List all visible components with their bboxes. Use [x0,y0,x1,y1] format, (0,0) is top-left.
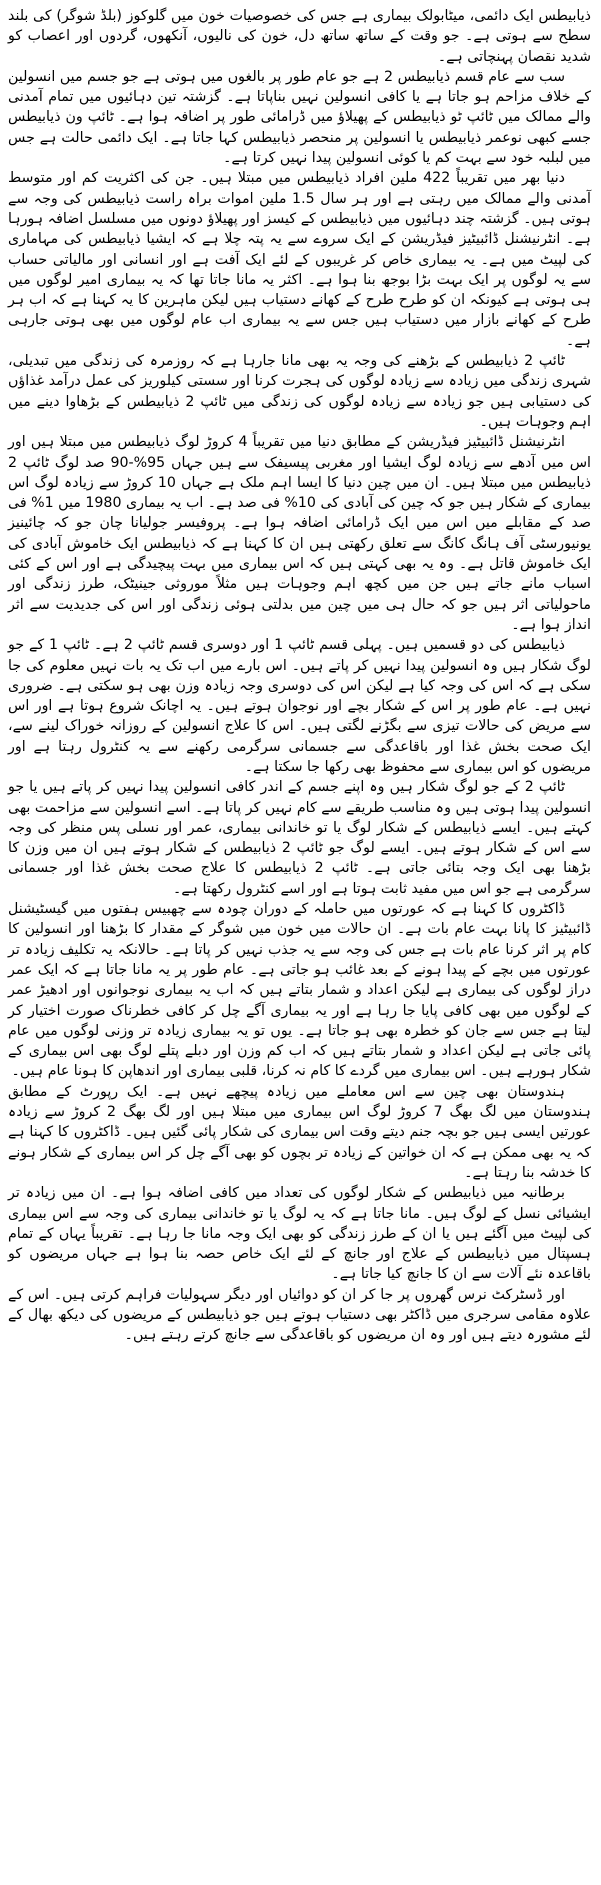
paragraph: انٹرنیشنل ڈائبیٹیز فیڈریشن کے مطابق دنیا میں تقریباً 4 کروڑ لوگ ذیابیطس میں مبتلا ہیں اور اس میں آدھے سے زیادہ لوگ ایشیا اور مغربی پیسیفک سے ہیں جہاں 95%-90 صد لوگ ٹائپ 2 ذیابیطس میں مبتلا ہیں۔ ان میں چین دنیا کا ایسا اہم ملک ہے جہاں 10 کروڑ سے زیادہ لوگ اس بیماری کے شکار ہیں جو کہ چین کی آبادی کی 10% فی صد ہے۔ اب یہ بیماری 1980 میں 1% فی صد کے مقابلے میں اس میں ایک ڈرامائی اضافہ ہوا ہے۔ پروفیسر جولیانا چان جو کہ چائینیز یونیورسٹی آف ہانگ کانگ سے تعلق رکھتی ہیں ان کا کہنا ہے کہ ذیابیطس ایک خاموش آبادی کی ایک خاموش قاتل ہے۔ وہ یہ بھی کہتی ہیں کہ اس بیماری میں بہت پیچیدگی ہے اور اس کے کئی اسباب مانے جاتے ہیں جن میں کچھ اہم وجوہات ہیں مثلاً موروثی جینیٹک، طرز زندگی اور ماحولیاتی اثر ہیں جو کہ حال ہی میں چین میں بدلتی ہوئی زندگی اور اس کی جدیدیت سے اثر انداز ہوا ہے۔ [8,434,591,633]
paragraph: سب سے عام قسم ذیابیطس 2 ہے جو عام طور پر بالغوں میں ہوتی ہے جو جسم میں انسولین کے خلاف مزاحم ہو جاتا ہے یا کافی انسولین نہیں بناپاتا ہے۔ گزشتہ تین دہائیوں میں تمام آمدنی والے ممالک میں ٹائپ ٹو ذیابیطس کے پھیلاؤ میں ڈرامائی طور پر اضافہ ہوا ہے۔ ٹائپ ون ذیابیطس جسے کبھی نوعمر ذیابیطس یا انسولین پر منحصر ذیابیطس کہا جاتا ہے۔ ایک دائمی حالت ہے جس میں لبلبہ خود سے بہت کم یا کوئی انسولین پیدا نہیں کرتا ہے۔ [8,68,591,167]
paragraph: دنیا بھر میں تقریباً 422 ملین افراد ذیابیطس میں مبتلا ہیں۔ جن کی اکثریت کم اور متوسط آمدنی والے ممالک میں رہتی ہے اور ہر سال 1.5 ملین اموات براہ راست ذیابیطس کی وجہ سے ہوتی ہیں۔ گزشتہ چند دہائیوں میں ذیابیطس کے کیسز اور پھیلاؤ دونوں میں مسلسل اضافہ ہورہا ہے۔ انٹرنیشنل ڈائبیٹیز فیڈریشن کے ایک سروے سے یہ پتہ چلا ہے کہ ایشیا ذیابیطس کی مہاماری کی لپیٹ میں ہے۔ یہ بیماری خاص کر غریبوں کے لئے ایک آفت ہے اور انسانی اور مالیاتی حساب سے یہ لوگوں پر ایک بہت بڑا بوجھ بنا ہوا ہے۔ اکثر یہ مانا جاتا تھا کہ یہ بیماری امیر لوگوں میں ہی ہوتی ہے کیونکہ ان کو طرح طرح کے کھانے دستیاب ہیں لیکن ماہرین کا یہ کہنا ہے کہ اب ہر طرح کے کھانے بازار میں دستیاب ہیں جس سے یہ بیماری اب عام لوگوں میں بھی ہوتی جارہی ہے۔ [8,170,592,349]
paragraph: ذیابیطس ایک دائمی، میٹابولک بیماری ہے جس کی خصوصیات خون میں گلوکوز (بلڈ شوگر) کی بلند سطح سے ہوتی ہے۔ جو وقت کے ساتھ ساتھ دل، خون کی نالیوں، آنکھوں، گردوں اور اعصاب کو شدید نقصان پہنچاتی ہے۔ [8,8,591,65]
paragraph: ٹائپ 2 کے جو لوگ شکار ہیں وہ اپنے جسم کے اندر کافی انسولین پیدا نہیں کر پاتے ہیں یا جو انسولین پیدا ہوتی ہیں وہ مناسب طریقے سے کام نہیں کر پاتا ہے۔ اسے انسولین سے مزاحمت بھی کہتے ہیں۔ ایسے ذیابیطس کے شکار لوگ یا تو خاندانی بیماری، عمر اور نسلی پس منظر کی وجہ سے اس کے شکار ہوتے ہیں۔ ایسے لوگ جو ٹائپ 2 ذیابیطس کے شکار ہوتے ہیں ان میں وزن کا بڑھنا بھی ایک وجہ بتائی جاتی ہے۔ ٹائپ 2 ذیابیطس کا علاج صحت بخش غذا اور جسمانی سرگرمی ہے جو اس میں مفید ثابت ہوتا ہے اور اسے کنٹرول رکھتا ہے۔ [8,779,591,897]
paragraph: ہندوستان بھی چین سے اس معاملے میں زیادہ پیچھے نہیں ہے۔ ایک رپورٹ کے مطابق ہندوستان میں لگ بھگ 7 کروڑ لوگ اس بیماری میں مبتلا ہیں اور لگ بھگ 2 کروڑ سے زیادہ عورتیں ایسی ہیں جو بچہ جنم دیتے وقت اس بیماری کی شکار پائی گئیں ہیں۔ ڈاکٹروں کا کہنا ہے کہ یہ بھی ممکن ہے کہ ان خواتین کے زیادہ تر بچوں کو بھی آگے چل کر اس بیماری کے شکار ہونے کا خدشہ بنا رہتا ہے۔ [8,1083,591,1181]
paragraph: ٹائپ 2 ذیابیطس کے بڑھنے کی وجہ یہ بھی مانا جارہا ہے کہ روزمرہ کی زندگی میں تبدیلی، شہری زندگی میں زیادہ سے زیادہ لوگوں کی ہجرت کرنا اور سستی کیلوریز کی عمل درآمد غذاؤں کی دستیابی ہیں جو زیادہ سے زیادہ لوگوں کی زندگی میں ٹائپ 2 ذیابیطس کے بڑھاوا دینے میں اہم وجوہات ہیں۔ [8,353,592,430]
paragraph: ڈاکٹروں کا کہنا ہے کہ عورتوں میں حاملہ کے دوران چودہ سے چھبیس ہفتوں میں گیسٹیشنل ڈائبیٹیز کا پانا بہت عام بات ہے۔ ان حالات میں خون میں شوگر کے مقدار کا بڑھنا اور انسولین کا کام پر اثر کرنا عام بات ہے جس کی وجہ سے یہ جذب نہیں کر پاتا ہے۔ حالانکہ یہ تکلیف زیادہ تر عورتوں میں بچے کے پیدا ہونے کے بعد غائب ہو جاتی ہے۔ عام طور پر یہ مانا جاتا ہے کہ ایک عمر دراز لوگوں کی بیماری ہے لیکن اعداد و شمار بتاتے ہیں کہ اب یہ بیماری نوجوانوں اور ادھیڑ عمر کے لوگوں میں بھی کافی پایا جا رہا ہے اور یہ بیماری آگے چل کر کافی خطرناک صورت اختیار کر لیتا ہے جس سے جان کو خطرہ بھی ہو جاتا ہے۔ یوں تو یہ بیماری زیادہ تر وزنی لوگوں میں عام پائی جاتی ہے لیکن اعداد و شمار بتاتے ہیں کہ اب کم وزن اور دبلے پتلے لوگ بھی اس بیماری کے شکار ہورہے ہیں۔ اس بیماری میں گردے کا کام نہ کرنا، قلبی بیماری اور اندھاپن کا ہونا عام ہیں۔ [8,901,591,1080]
paragraph: ذیابیطس کی دو قسمیں ہیں۔ پہلی قسم ٹائپ 1 اور دوسری قسم ٹائپ 2 ہے۔ ٹائپ 1 کے جو لوگ شکار ہیں وہ انسولین پیدا نہیں کر پاتے ہیں۔ اس بارے میں اب تک یہ بات نہیں معلوم کی جا سکی ہے کہ اس کی وجہ کیا ہے لیکن اس کی دوسری وجہ زیادہ وزن بھی ہو سکتی ہے۔ ضروری نہیں ہے۔ عام طور پر اس کے شکار بچے اور نوجوان ہوتے ہیں۔ یہ اچانک شروع ہوتا ہے اور اس سے مریض کی حالات تیزی سے بگڑنے لگتی ہیں۔ اس کا علاج انسولین کے روزانہ خوراک لینے سے، ایک صحت بخش غذا اور باقاعدگی سے جسمانی سرگرمی رکھنے سے یہ کنٹرول رہتا ہے اور مریضوں کو اس بیماری سے محفوظ بھی رکھا جا سکتا ہے۔ [8,637,591,775]
paragraph: اور ڈسٹرکٹ نرس گھروں پر جا کر ان کو دوائیاں اور دیگر سہولیات فراہم کرتی ہیں۔ اس کے علاوہ مقامی سرجری میں ڈاکٹر بھی دستیاب ہوتے ہیں جو ذیابیطس کے مریضوں کی دیکھ بھال کے لئے مشورہ دیتے ہیں اور وہ ان مریضوں کو باقاعدگی سے جانچ کرتے رہتے ہیں۔ [8,1286,591,1344]
paragraph: برطانیہ میں ذیابیطس کے شکار لوگوں کی تعداد میں کافی اضافہ ہوا ہے۔ ان میں زیادہ تر ایشیائی نسل کے لوگ ہیں۔ مانا جاتا ہے کہ یہ لوگ یا تو خاندانی بیماری کی وجہ سے اس بیماری کی لپیٹ میں آگئے ہیں یا ان کے طرز زندگی کو بھی ایک وجہ مانا جا رہا ہے۔ تقریباً یہاں کے تمام ہسپتال میں ذیابیطس کے علاج اور جانچ کے لئے ایک خاص حصہ بنا ہوا ہے جہاں مریضوں کو باقاعدہ نئے آلات سے ان کا جانچ کیا جاتا ہے۔ [8,1185,591,1283]
